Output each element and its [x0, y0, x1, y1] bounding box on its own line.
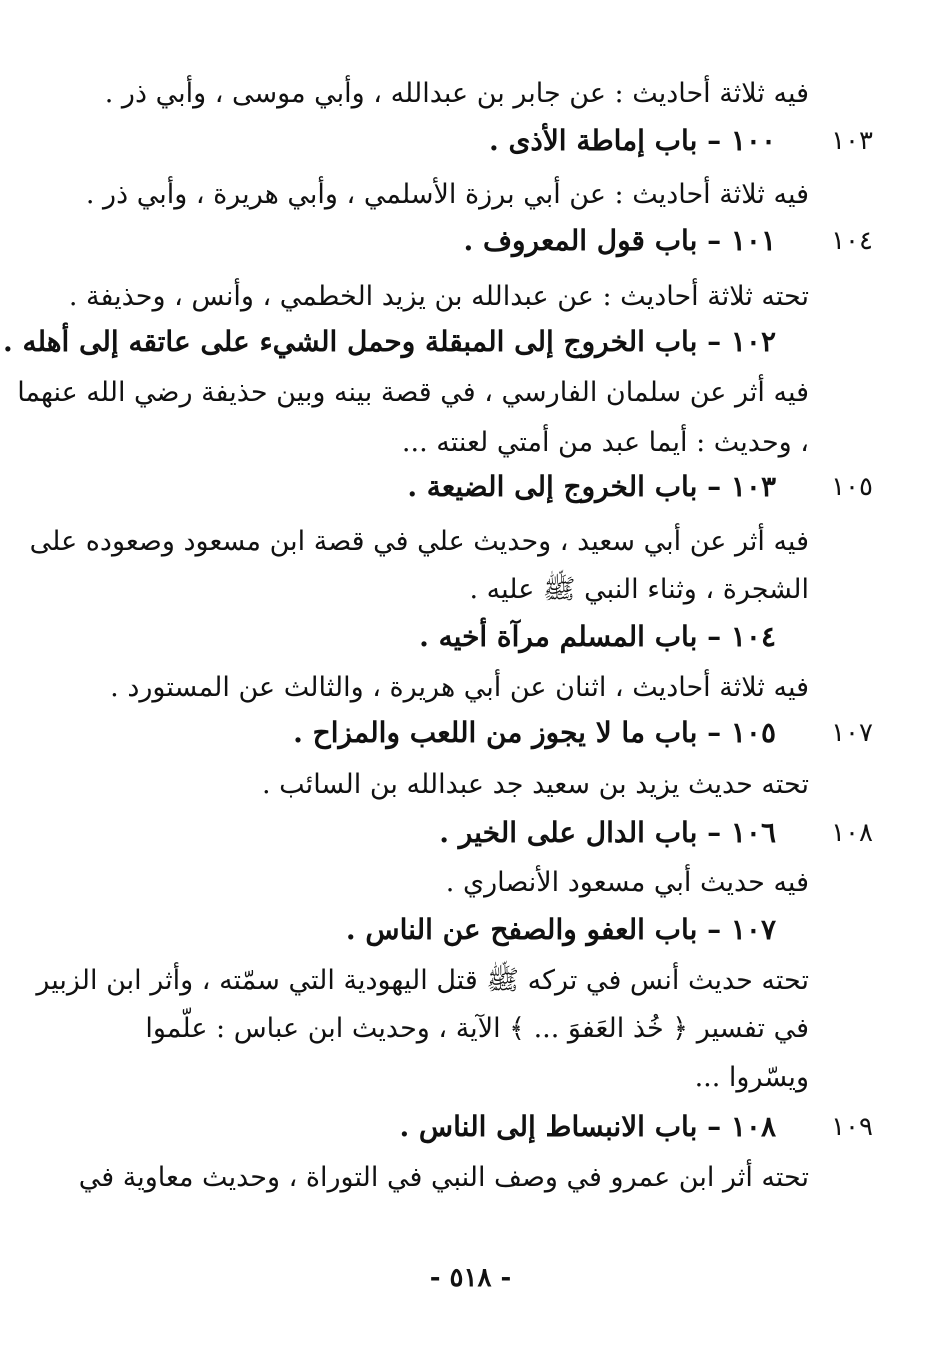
- chapter-heading: ١٠٦ – باب الدال على الخير .: [439, 816, 776, 849]
- margin-number: ١٠٥: [831, 472, 873, 502]
- margin-number: ١٠٤: [831, 226, 873, 256]
- body-line: تحته حديث يزيد بن سعيد جد عبدالله بن السائب .: [262, 769, 809, 800]
- page-number: - ٥١٨ -: [429, 1263, 512, 1293]
- body-line: فيه ثلاثة أحاديث ، اثنان عن أبي هريرة ، والثالث عن المستورد .: [110, 672, 809, 703]
- body-line: ، وحديث : أيما عبد من أمتي لعنته ...: [401, 427, 809, 458]
- body-line: فيه أثر عن أبي سعيد ، وحديث علي في قصة ابن مسعود وصعوده على: [29, 526, 809, 557]
- body-line: فيه أثر عن سلمان الفارسي ، في قصة بينه وبين حذيفة رضي الله عنهما: [17, 377, 809, 408]
- body-line: تحته أثر ابن عمرو في وصف النبي في التوراة ، وحديث معاوية في: [78, 1162, 809, 1193]
- chapter-heading: ١٠٤ – باب المسلم مرآة أخيه .: [419, 620, 776, 653]
- chapter-heading: ١٠٨ – باب الانبساط إلى الناس .: [399, 1110, 776, 1143]
- chapter-heading: ١٠٧ – باب العفو والصفح عن الناس .: [345, 913, 776, 946]
- chapter-heading: ١٠٠ – باب إماطة الأذى .: [488, 124, 776, 157]
- body-line: في تفسير ﴿ خُذ العَفوَ ... ﴾ الآية ، وحديث ابن عباس : علّموا: [145, 1013, 809, 1044]
- chapter-heading: ١٠٣ – باب الخروج إلى الضيعة .: [407, 470, 776, 503]
- margin-number: ١٠٧: [831, 718, 873, 748]
- body-line: فيه ثلاثة أحاديث : عن أبي برزة الأسلمي ، وأبي هريرة ، وأبي ذر .: [85, 179, 809, 210]
- margin-number: ١٠٨: [831, 818, 873, 848]
- margin-number: ١٠٣: [831, 126, 873, 156]
- chapter-heading: ١٠١ – باب قول المعروف .: [463, 224, 776, 257]
- body-line: تحته ثلاثة أحاديث : عن عبدالله بن يزيد الخطمي ، وأنس ، وحذيفة .: [68, 281, 809, 312]
- body-line: الشجرة ، وثناء النبي ﷺ عليه .: [469, 574, 809, 605]
- chapter-heading: ١٠٢ – باب الخروج إلى المبقلة وحمل الشيء على عاتقه إلى أهله .: [2, 325, 776, 358]
- margin-number: ١٠٩: [831, 1112, 873, 1142]
- body-line: فيه ثلاثة أحاديث : عن جابر بن عبدالله ، وأبي موسى ، وأبي ذر .: [104, 78, 809, 109]
- body-line: فيه حديث أبي مسعود الأنصاري .: [445, 867, 809, 898]
- body-line: تحته حديث أنس في تركه ﷺ قتل اليهودية التي سمّته ، وأثر ابن الزبير: [36, 965, 809, 996]
- chapter-heading: ١٠٥ – باب ما لا يجوز من اللعب والمزاح .: [293, 716, 776, 749]
- body-line: ويسّروا ...: [694, 1062, 809, 1093]
